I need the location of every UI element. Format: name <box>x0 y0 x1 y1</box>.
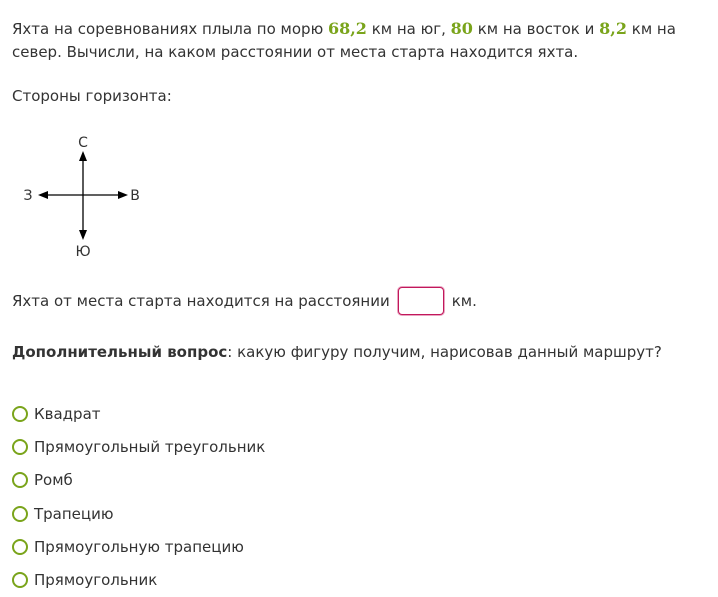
horizon-label: Стороны горизонта: <box>12 87 172 105</box>
option-label: Прямоугольник <box>34 571 158 590</box>
compass-east-label: В <box>130 188 140 204</box>
option-right-trapezoid[interactable] <box>12 530 265 563</box>
problem-text-4: км на север. Вычисли, на каком расстоянии от места старта находится яхта. <box>12 20 676 61</box>
option-right-triangle[interactable] <box>12 430 265 463</box>
arrow-south-icon <box>79 230 87 240</box>
arrow-east-icon <box>118 191 128 199</box>
distance-east: 80 <box>450 19 473 38</box>
distance-answer-input[interactable] <box>398 287 444 315</box>
option-label: Квадрат <box>34 404 101 423</box>
arrow-north-icon <box>79 151 87 161</box>
extra-question-bold: Дополнительный вопрос <box>12 343 228 361</box>
compass-north-label: С <box>78 135 88 151</box>
distance-north: 8,2 <box>599 19 627 38</box>
option-square[interactable] <box>12 397 265 430</box>
radio-icon[interactable] <box>12 439 28 455</box>
answer-prefix: Яхта от места старта находится на расстоянии <box>12 292 390 310</box>
problem-statement <box>12 17 712 64</box>
option-label: Прямоугольный треугольник <box>34 437 266 456</box>
extra-question-text: : какую фигуру получим, нарисовав данный маршрут? <box>227 343 662 361</box>
option-label: Прямоугольную трапецию <box>34 537 244 556</box>
arrow-west-icon <box>38 191 48 199</box>
radio-icon[interactable] <box>12 572 28 588</box>
distance-south: 68,2 <box>327 19 367 38</box>
problem-text-3: км на восток и <box>472 20 600 38</box>
problem-text-2: км на юг, <box>366 20 451 38</box>
answer-options <box>12 397 265 597</box>
option-trapezoid[interactable] <box>12 497 265 530</box>
compass-south-label: Ю <box>75 244 91 260</box>
option-label: Ромб <box>34 471 73 490</box>
radio-icon[interactable] <box>12 472 28 488</box>
answer-unit: км. <box>451 292 477 310</box>
option-rhombus[interactable] <box>12 464 265 497</box>
option-rectangle[interactable] <box>12 563 265 596</box>
extra-question <box>12 341 662 364</box>
radio-icon[interactable] <box>12 506 28 522</box>
compass-west-label: З <box>23 188 33 204</box>
radio-icon[interactable] <box>12 539 28 555</box>
answer-line <box>12 285 477 317</box>
radio-icon[interactable] <box>12 406 28 422</box>
option-label: Трапецию <box>34 504 114 523</box>
compass-diagram <box>12 128 162 268</box>
problem-text-1: Яхта на соревнованиях плыла по морю <box>12 20 328 38</box>
